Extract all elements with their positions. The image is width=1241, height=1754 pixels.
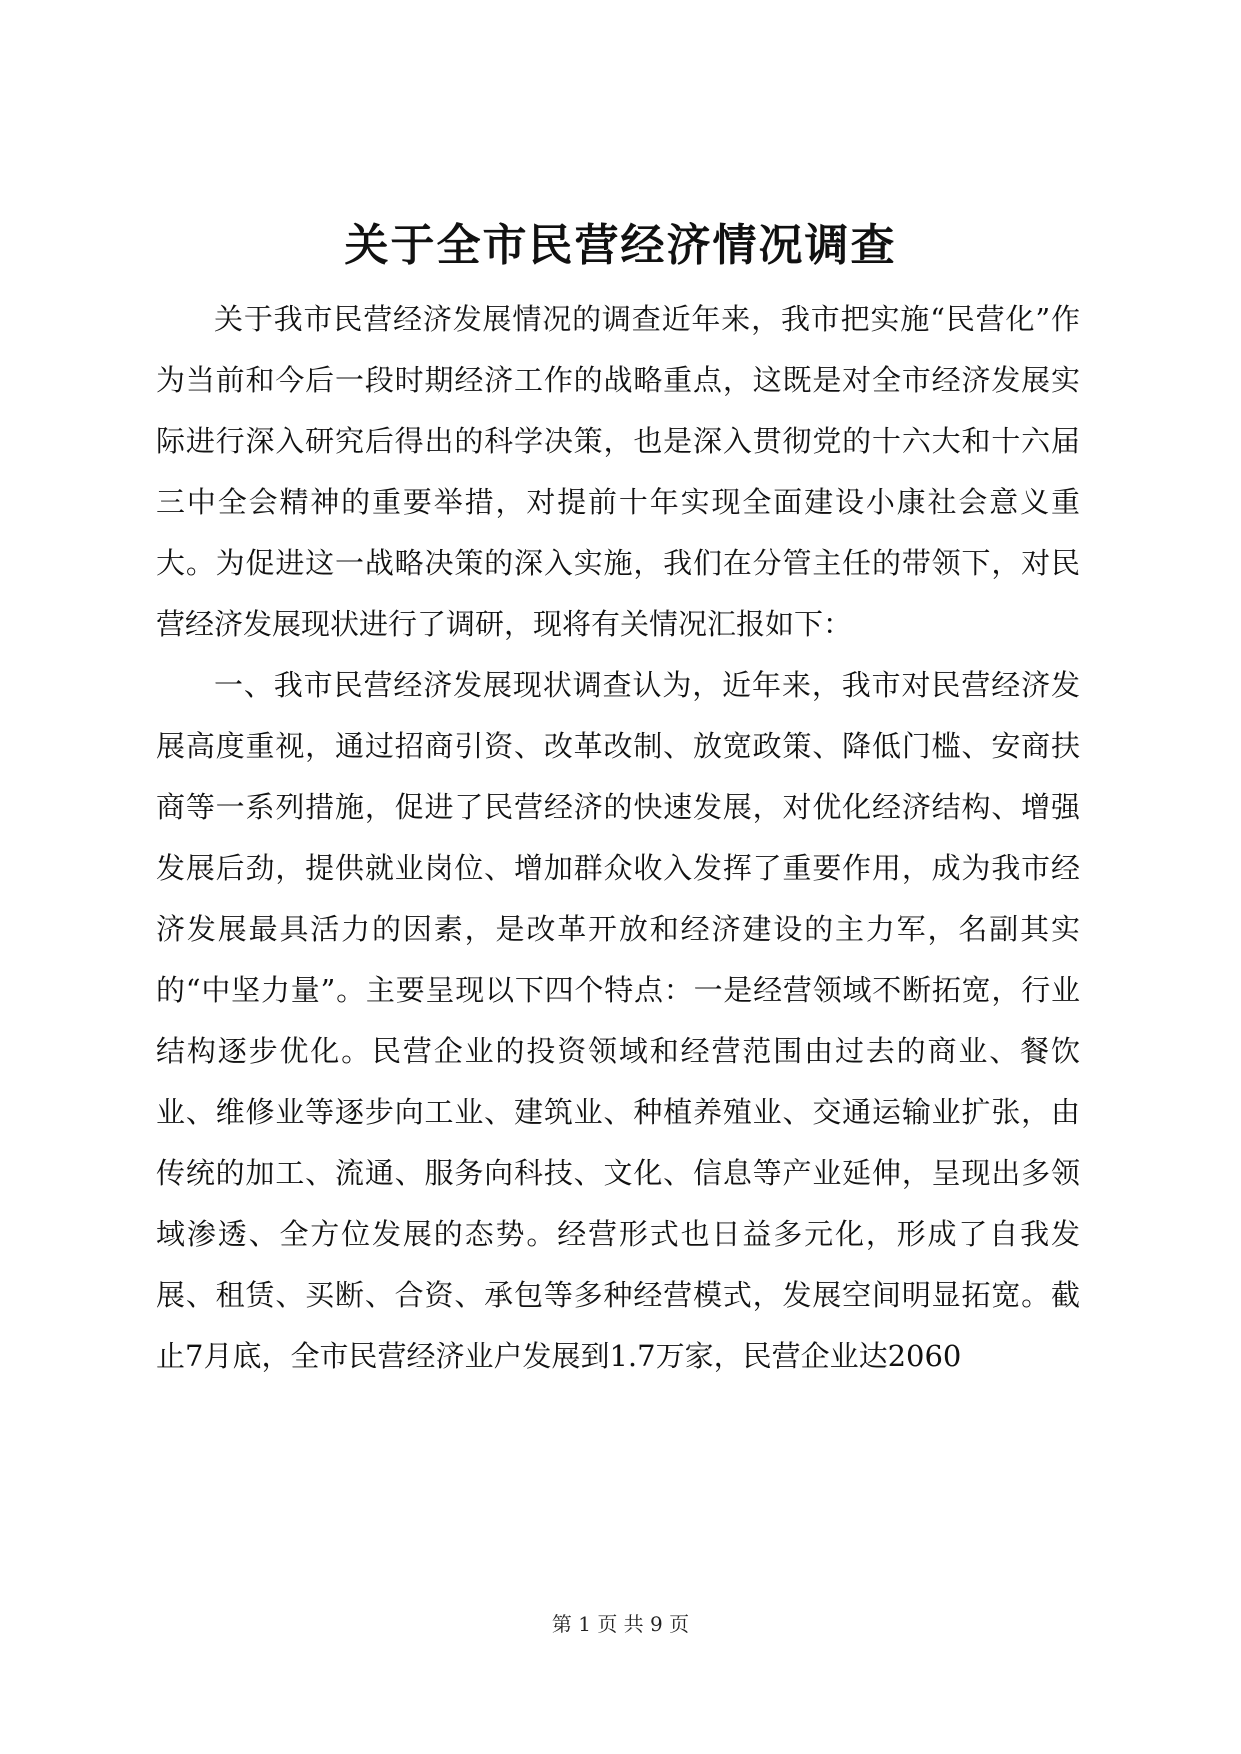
paragraph-intro: 关于我市民营经济发展情况的调查近年来，我市把实施“民营化”作为当前和今后一段时期经济工作的战略重点，这既是对全市经济发展实际进行深入研究后得出的科学决策，也是深入贯彻党的十六大和十六届三中全会精神的重要举措，对提前十年实现全面建设小康社会意义重大。为促进这一战略决策的深入实施，我们在分管主任的带领下，对民营经济发展现状进行了调研，现将有关情况汇报如下：: [156, 302, 1080, 641]
document-title: 关于全市民营经济情况调查: [344, 220, 897, 271]
document-body: [156, 289, 1080, 1387]
paragraph-section-one: 一、我市民营经济发展现状调查认为，近年来，我市对民营经济发展高度重视，通过招商引资、改革改制、放宽政策、降低门槛、安商扶商等一系列措施，促进了民营经济的快速发展，对优化经济结构、增强发展后劲，提供就业岗位、增加群众收入发挥了重要作用，成为我市经济发展最具活力的因素，是改革开放和经济建设的主力军，名副其实的“中坚力量”。主要呈现以下四个特点：一是经营领域不断拓宽，行业结构逐步优化。民营企业的投资领域和经营范围由过去的商业、餐饮业、维修业等逐步向工业、建筑业、种植养殖业、交通运输业扩张，由传统的加工、流通、服务向科技、文化、信息等产业延伸，呈现出多领域渗透、全方位发展的态势。经营形式也日益多元化，形成了自我发展、租赁、买断、合资、承包等多种经营模式，发展空间明显拓宽。截止7月底，全市民营经济业户发展到1.7万家，民营企业达2060: [156, 668, 1080, 1373]
page-number-footer: 第 1 页 共 9 页: [551, 1612, 690, 1636]
